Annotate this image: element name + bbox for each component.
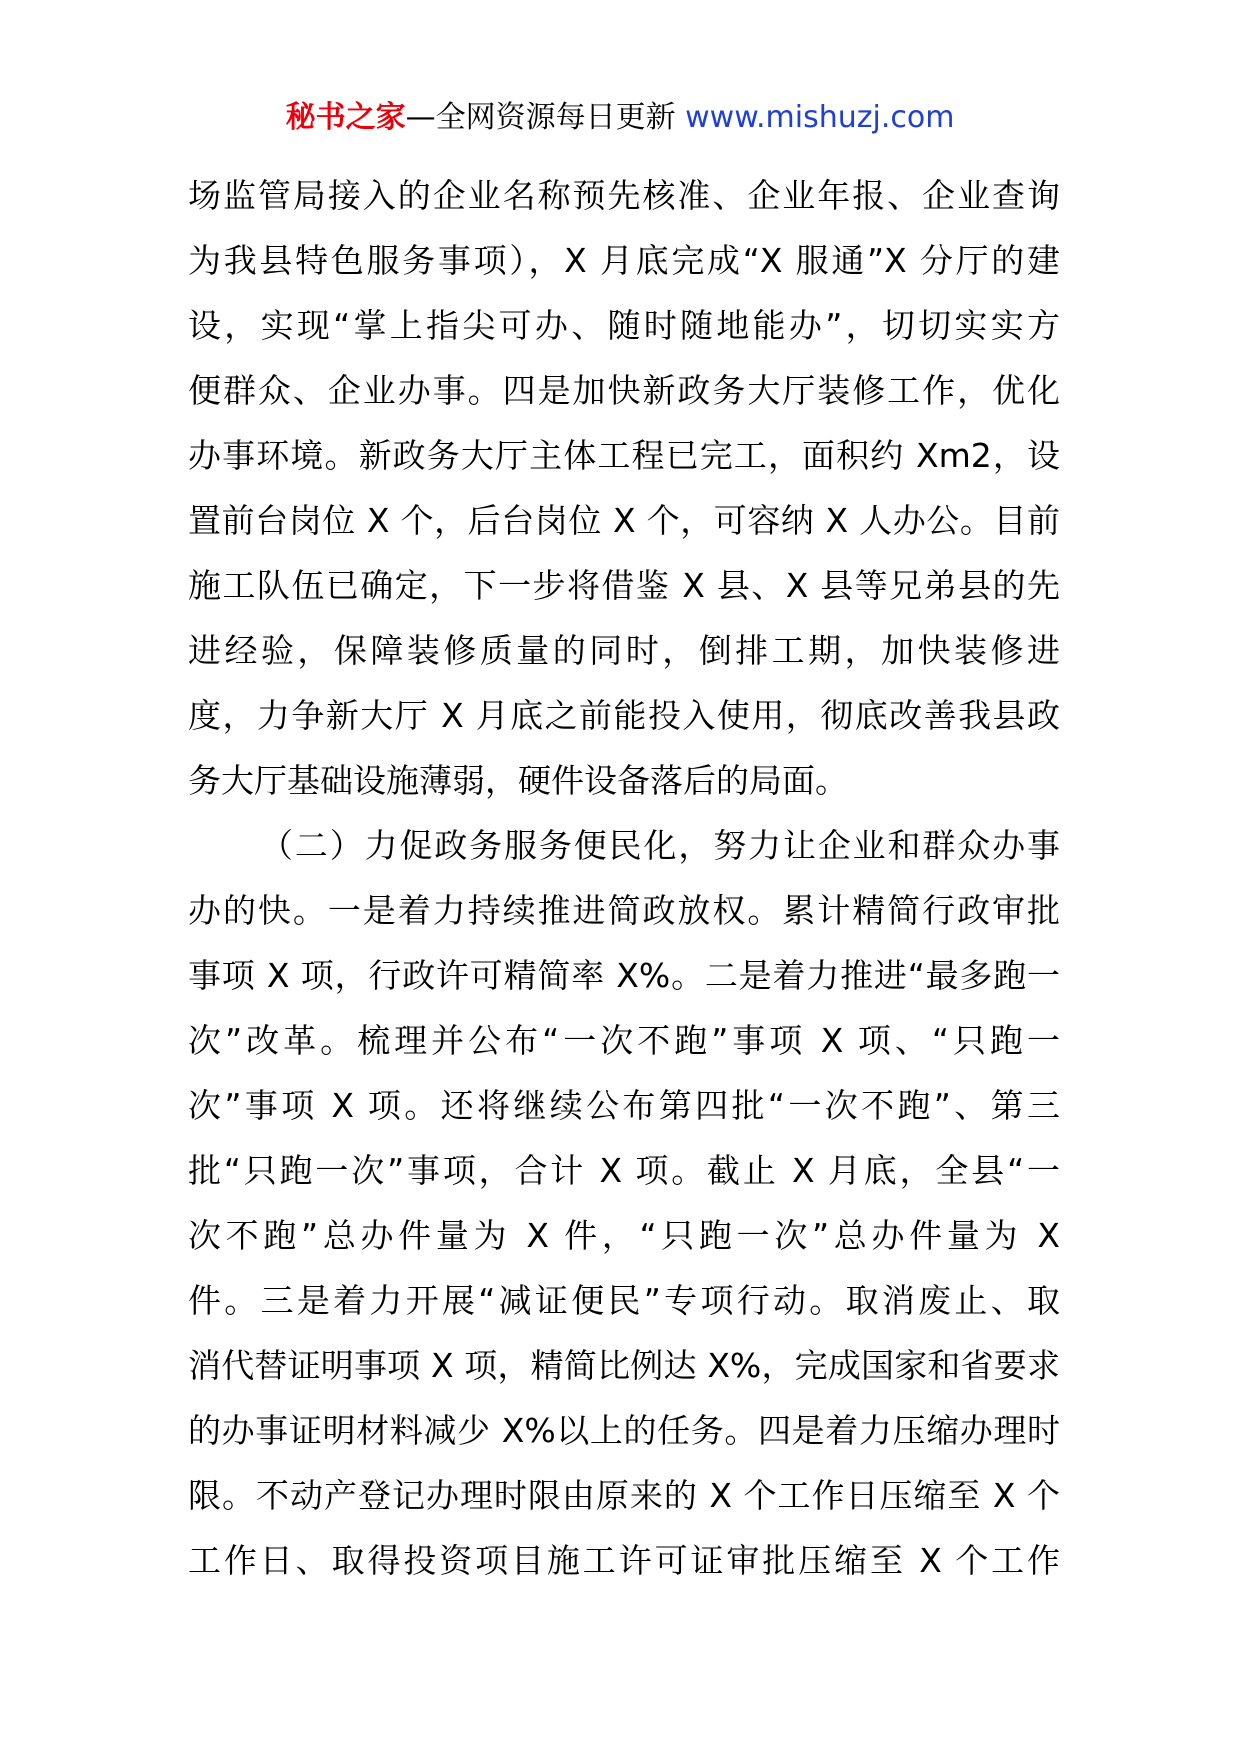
text-line: 消代替证明事项 X 项，精简比例达 X%，完成国家和省要求 <box>188 1346 1060 1385</box>
document-body <box>188 163 1060 1593</box>
text-line: 限。不动产登记办理时限由原来的 X 个工作日压缩至 X 个 <box>188 1476 1060 1515</box>
text-line: 进经验，保障装修质量的同时，倒排工期，加快装修进 <box>188 631 1060 670</box>
text-line: 设，实现“掌上指尖可办、随时随地能办”，切切实实方 <box>188 306 1060 345</box>
text-line: 办事环境。新政务大厅主体工程已完工，面积约 Xm2，设 <box>188 436 1060 475</box>
text-line: 为我县特色服务事项），X 月底完成“X 服通”X 分厅的建 <box>188 241 1060 280</box>
text-line: 的办事证明材料减少 X%以上的任务。四是着力压缩办理时 <box>188 1411 1060 1450</box>
text-line: 便群众、企业办事。四是加快新政务大厅装修工作，优化 <box>188 371 1060 410</box>
site-header <box>0 98 1240 138</box>
text-line: 场监管局接入的企业名称预先核准、企业年报、企业查询 <box>188 176 1060 215</box>
text-line: 度，力争新大厅 X 月底之前能投入使用，彻底改善我县政 <box>188 696 1060 735</box>
text-line: 事项 X 项，行政许可精简率 X%。二是着力推进“最多跑一 <box>188 956 1060 995</box>
text-line: 办的快。一是着力持续推进简政放权。累计精简行政审批 <box>188 891 1060 930</box>
text-line: 次”改革。梳理并公布“一次不跑”事项 X 项、“只跑一 <box>188 1021 1060 1060</box>
site-url-link[interactable]: www.mishuzj.com <box>685 100 955 135</box>
site-brand: 秘书之家 <box>285 100 406 135</box>
text-line: 次不跑”总办件量为 X 件，“只跑一次”总办件量为 X <box>188 1216 1060 1255</box>
text-line: 置前台岗位 X 个，后台岗位 X 个，可容纳 X 人办公。目前 <box>188 501 1060 540</box>
text-line: 件。三是着力开展“减证便民”专项行动。取消废止、取 <box>188 1281 1060 1320</box>
site-slogan: —全网资源每日更新 <box>405 100 676 135</box>
section-heading-line: （二）力促政务服务便民化，努力让企业和群众办事 <box>260 826 1060 865</box>
text-line: 施工队伍已确定，下一步将借鉴 X 县、X 县等兄弟县的先 <box>188 566 1060 605</box>
text-line: 批“只跑一次”事项，合计 X 项。截止 X 月底，全县“一 <box>188 1151 1060 1190</box>
paragraph-end-line: 务大厅基础设施薄弱，硬件设备落后的局面。 <box>188 761 848 800</box>
text-line: 工作日、取得投资项目施工许可证审批压缩至 X 个工作 <box>188 1541 1060 1580</box>
text-line: 次”事项 X 项。还将继续公布第四批“一次不跑”、第三 <box>188 1086 1060 1125</box>
